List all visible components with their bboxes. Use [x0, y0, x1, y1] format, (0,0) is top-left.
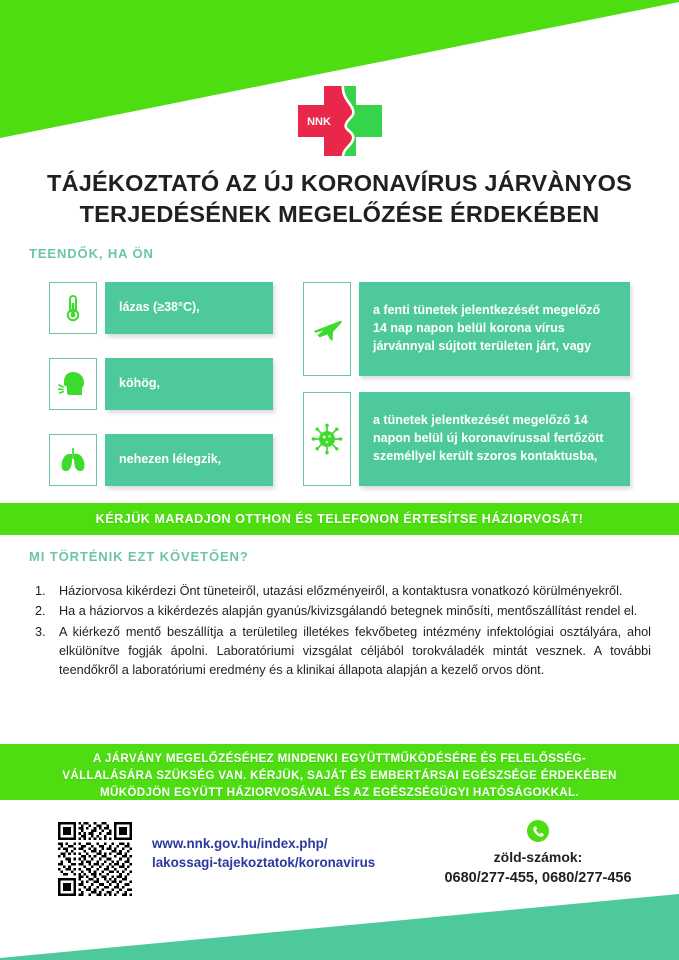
- logo-container: [0, 86, 679, 156]
- phone-icon: [527, 820, 549, 842]
- symptom-text-breathing: nehezen lélegzik,: [105, 434, 273, 486]
- qr-code[interactable]: [58, 822, 132, 896]
- thermometer-icon: [49, 282, 97, 334]
- list-item: [29, 602, 651, 621]
- virus-icon: [303, 392, 351, 486]
- hotline-block: [418, 820, 658, 889]
- lungs-icon: [49, 434, 97, 486]
- symptom-text-fever: lázas (≥38°C),: [105, 282, 273, 334]
- hotline-label: zöld-számok:: [493, 849, 583, 865]
- condition-card-contact: [303, 392, 630, 486]
- nnk-logo: [298, 86, 382, 156]
- list-item: [29, 623, 651, 681]
- condition-card-travel: [303, 282, 630, 376]
- symptom-card-cough: [49, 358, 273, 410]
- step-number: 1.: [35, 584, 46, 598]
- list-item: [29, 582, 651, 601]
- url-line-2: lakossagi-tajekoztatok/koronavirus: [152, 855, 376, 871]
- step-text: Háziorvosa kikérdezi Önt tüneteiről, utazási előzményeiről, a kontaktusra vonatkozó körülményekről.: [59, 584, 623, 598]
- website-url-link[interactable]: [152, 834, 412, 872]
- symptom-text-cough: köhög,: [105, 358, 273, 410]
- url-line-1: www.nnk.gov.hu/index.php/: [152, 836, 328, 851]
- hotline-numbers[interactable]: 0680/277-455, 0680/277-456: [444, 870, 632, 886]
- title-line-2: TERJEDÉSÉNEK MEGELŐZÉSE ÉRDEKÉBEN: [79, 201, 600, 228]
- banner-cooperation-line-3: MŰKÖDJÖN EGYÜTT HÁZIORVOSÁVAL ÉS AZ EGÉSZSÉGÜGYI HATÓSÁGOKKAL.: [99, 785, 580, 799]
- step-text: A kiérkező mentő beszállítja a területileg illetékes fekvőbeteg intézmény infektológiai osztályára, ahol elkülönítve fogják ápolni. Laboratóriumi vizsgálat céljából torokváladék mintát vesznek. A további teendőkről a laboratóriumi eredmény és a klinikai állapota alapján a kezelő orvos dönt.: [59, 624, 651, 678]
- condition-text-travel: a fenti tünetek jelentkezését megelőző 14 nap napon belül korona vírus járvánnyal sújtott területen járt, vagy: [359, 282, 630, 376]
- logo-text: NNK: [306, 116, 331, 128]
- coughing-head-icon: [49, 358, 97, 410]
- symptom-card-breathing: [49, 434, 273, 486]
- steps-list: [29, 582, 651, 681]
- banner-cooperation-line-1: A JÁRVÁNY MEGELŐZÉSÉHEZ MINDENKI EGYÜTTMŰKÖDÉSÉRE ÉS FELELŐSSÉG-: [92, 752, 587, 765]
- banner-cooperation-line-2: VÁLLALÁSÁRA SZÜKSÉG VAN. KÉRJÜK, SAJÁT ÉS EMBERTÁRSAI EGÉSZSÉGE ÉRDEKÉBEN: [62, 768, 617, 782]
- condition-text-contact: a tünetek jelentkezését megelőző 14 napon belül új koronavírussal fertőzött személlyel került szoros kontaktusba,: [359, 392, 630, 486]
- step-number: 2.: [35, 604, 46, 619]
- section-heading-actions: TEENDŐK, HA ÖN: [29, 246, 154, 261]
- step-text: Ha a háziorvos a kikérdezés alapján gyanús/kivizsgálandó betegnek minősíti, mentőszállítást rendel el.: [59, 604, 638, 619]
- banner-stay-home: KÉRJÜK MARADJON OTTHON ÉS TELEFONON ÉRTESÍTSE HÁZIORVOSÁT!: [0, 503, 679, 535]
- title-line-1: TÁJÉKOZTATÓ AZ ÚJ KORONAVÍRUS JÁRVÀNYOS: [47, 170, 632, 196]
- banner-cooperation: [0, 744, 679, 800]
- symptom-card-fever: [49, 282, 273, 334]
- step-number: 3.: [35, 624, 46, 639]
- section-heading-what-happens: MI TÖRTÉNIK EZT KÖVETŐEN?: [29, 549, 249, 564]
- airplane-icon: [303, 282, 351, 376]
- page-title: [0, 168, 679, 231]
